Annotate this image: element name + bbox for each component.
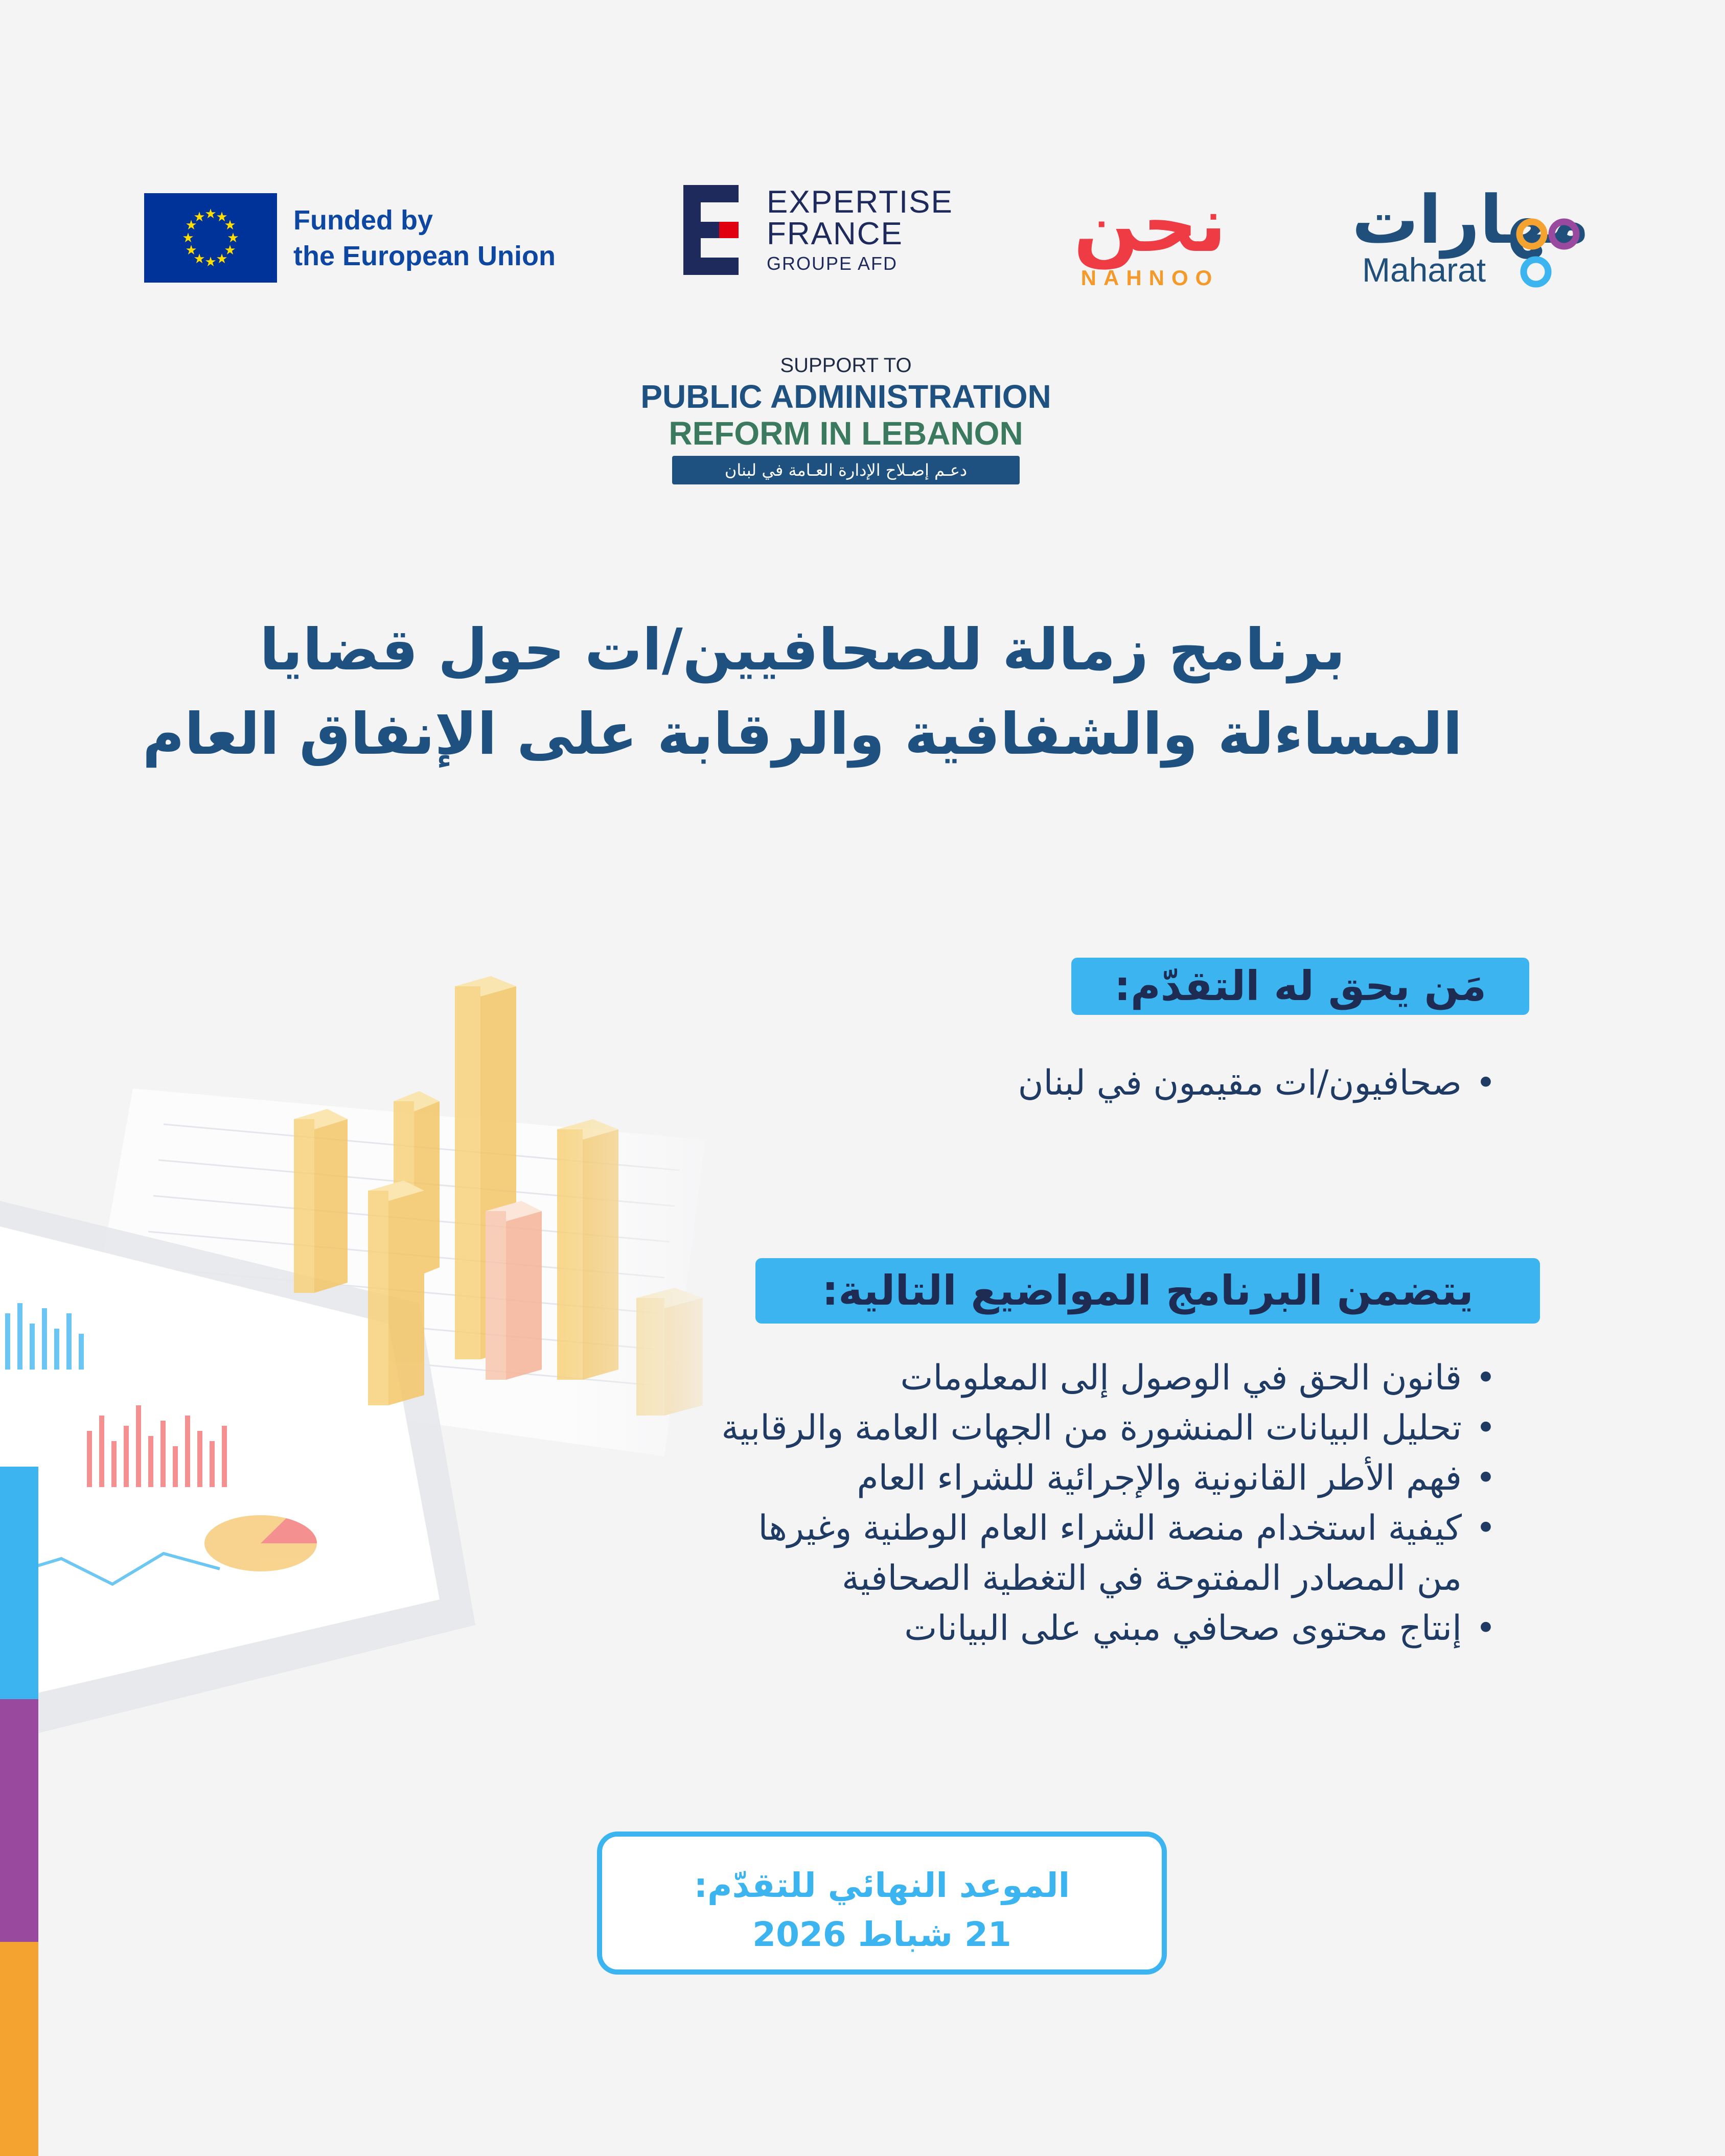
- list-item-continuation: من المصادر المفتوحة في التغطية الصحافية: [841, 1558, 1462, 1598]
- list-item: • قانون الحق في الوصول إلى المعلومات: [511, 1353, 1500, 1403]
- maharat-dots-icon: [1500, 210, 1587, 296]
- expertise-france-mark-icon: [682, 184, 744, 276]
- expertise-france-line1: EXPERTISE: [767, 184, 953, 220]
- list-item: • صحافيون/ات مقيمون في لبنان: [843, 1058, 1500, 1109]
- svg-text:★: ★: [224, 218, 236, 233]
- expertise-france-line2: FRANCE: [767, 216, 903, 251]
- program-logo-line2: PUBLIC ADMINISTRATION: [640, 378, 1051, 415]
- svg-text:★: ★: [185, 218, 197, 233]
- svg-text:★: ★: [216, 210, 228, 225]
- svg-text:★: ★: [185, 243, 197, 258]
- program-logo-line3: REFORM IN LEBANON: [669, 415, 1023, 452]
- list-item: • كيفية استخدام منصة الشراء العام الوطنية وغيرها: [511, 1503, 1500, 1554]
- page-title: [102, 608, 1503, 777]
- title-line2: المساءلة والشفافية والرقابة على الإنفاق العام: [142, 701, 1463, 768]
- deadline-box: [597, 1832, 1167, 1975]
- svg-text:★: ★: [227, 230, 239, 246]
- maharat-english-wordmark: Maharat: [1362, 251, 1486, 289]
- program-logo-line1: SUPPORT TO: [780, 354, 912, 377]
- eligibility-list: [843, 1058, 1500, 1109]
- program-logo: [624, 353, 1068, 485]
- nahnoo-logo: [1058, 181, 1242, 291]
- eligibility-heading: مَن يحق له التقدّم:: [1071, 958, 1529, 1015]
- list-item: • تحليل البيانات المنشورة من الجهات العامة والرقابية: [511, 1403, 1500, 1453]
- deadline-label: الموعد النهائي للتقدّم:: [694, 1866, 1070, 1905]
- eu-text-line2: the European Union: [293, 241, 556, 271]
- topics-heading: يتضمن البرنامج المواضيع التالية:: [755, 1258, 1540, 1324]
- topics-list: [511, 1353, 1500, 1654]
- nahnoo-english-wordmark: NAHNOO: [1080, 266, 1220, 290]
- deadline-date: 21 شباط 2026: [752, 1915, 1011, 1954]
- side-strip-orange: [0, 1942, 38, 2156]
- side-strip-blue: [0, 1467, 38, 1699]
- eu-text-line1: Funded by: [293, 205, 433, 236]
- svg-text:★: ★: [216, 251, 228, 267]
- expertise-france-logo: [682, 184, 953, 276]
- nahnoo-arabic-wordmark: نحن: [1073, 180, 1227, 269]
- eu-flag-icon: [144, 193, 277, 283]
- list-item: • إنتاج محتوى صحافي مبني على البيانات: [511, 1604, 1500, 1654]
- svg-text:★: ★: [204, 254, 217, 270]
- list-item: • فهم الأطر القانونية والإجرائية للشراء العام: [511, 1453, 1500, 1503]
- title-line1: برنامج زمالة للصحافيين/ات حول قضايا: [259, 617, 1345, 683]
- svg-text:★: ★: [193, 251, 205, 267]
- maharat-logo: [1352, 179, 1592, 291]
- program-logo-arabic-band: دعـم إصـلاح الإدارة العـامة في لبنان: [672, 456, 1020, 484]
- expertise-france-line3: GROUPE AFD: [767, 253, 898, 274]
- svg-text:★: ★: [224, 243, 236, 258]
- side-strip-purple: [0, 1699, 38, 1942]
- svg-text:★: ★: [204, 206, 217, 222]
- svg-text:★: ★: [182, 230, 194, 246]
- eu-funding-logo: [144, 193, 579, 283]
- maharat-arabic-wordmark: مهارات: [1352, 181, 1590, 259]
- svg-text:★: ★: [193, 210, 205, 225]
